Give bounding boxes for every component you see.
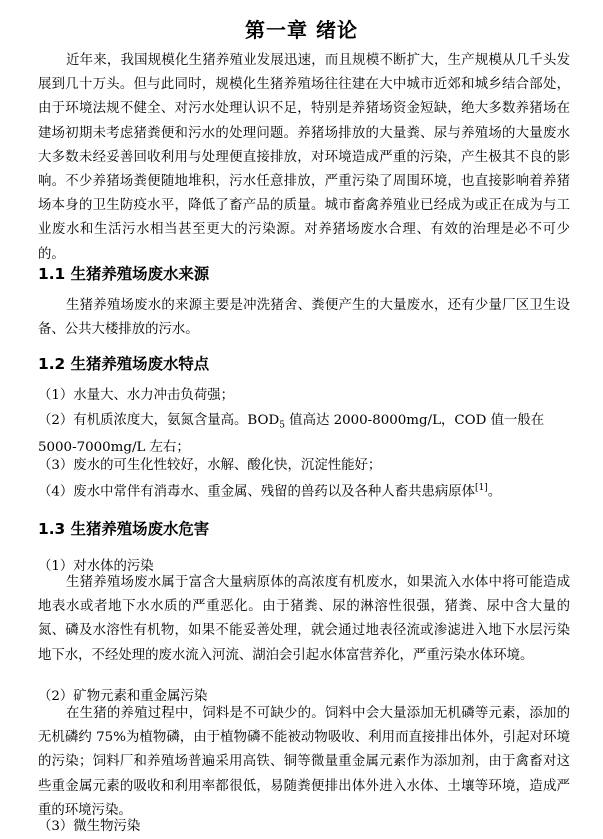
chapter-title: 第一章 绪论	[245, 18, 358, 42]
feature-item-2	[38, 410, 570, 459]
feature-item-3: （3）废水的可生化性较好，水解、酸化快，沉淀性能好；	[38, 458, 382, 473]
section-1-3-heading: 1.3 生猪养殖场废水危害	[38, 520, 210, 538]
subheading-microbial: （3）微生物污染	[38, 819, 141, 834]
heavy-metal-paragraph: 在生猪的养殖过程中，饲料是不可缺少的。饲料中会大量添加无机磷等元素，添加的无机磷约 75%为植物磷，由于植物磷不能被动物吸收、利用而直接排出体外，引起对环境的污染；饲料厂和养殖场普遍采用高铁、铜等微量重金属元素作为添加剂，由于禽畜对这些重金属元素的吸收和利用率都很低，易随粪便排出体外进入水体、土壤等环境，造成严重的环境污染。	[38, 706, 570, 818]
bod-subscript: 5	[279, 420, 285, 431]
intro-paragraph: 近年来，我国规模化生猪养殖业发展迅速，而且规模不断扩大，生产规模从几千头发展到几十万头。但与此同时，规模化生猪养殖场往往建在大中城市近郊和城乡结合部处，由于环境法规不健全、对污水处理认识不足，特别是养猪场资金短缺，绝大多数养猪场在建场初期未考虑猪粪便和污水的处理问题。养猪场排放的大量粪、尿与养殖场的大量废水大多数未经妥善回收利用与处理便直接排放，对环境造成严重的污染，产生极其不良的影响。不少养猪场粪便随地堆积，污水任意排放，严重污染了周围环境，也直接影响着养猪场本身的卫生防疫水平，降低了畜产品的质量。城市畜禽养殖业已经成为或正在成为与工业废水和生活污水相当甚至更大的污染源。对养猪场废水合理、有效的治理是必不可少的。	[38, 53, 570, 262]
feature-item-4	[38, 477, 570, 503]
water-pollution-paragraph: 生猪养殖场废水属于富含大量病原体的高浓度有机废水，如果流入水体中将可能造成地表水或者地下水水质的严重恶化。由于猪粪、尿的淋溶性很强，猪粪、尿中含大量的氮、磷及水溶性有机物，如果不能妥善处理，就会通过地表径流或渗滤进入地下水层污染地下水，不经处理的废水流入河流、湖泊会引起水体富营养化，严重污染水体环境。	[38, 575, 570, 663]
feature-item-1: （1）水量大、水力冲击负荷强；	[38, 388, 234, 403]
feature-item-4-end: 。	[487, 484, 502, 500]
subheading-water-pollution: （1）对水体的污染	[38, 559, 154, 574]
feature-item-2-text-a: （2）有机质浓度大，氨氮含量高。BOD	[38, 413, 280, 428]
section-1-1-text: 生猪养殖场废水的来源主要是冲洗猪舍、粪便产生的大量废水，还有少量厂区卫生设备、公共大楼排放的污水。	[38, 298, 570, 338]
feature-item-4-text: （4）废水中常伴有消毒水、重金属、残留的兽药以及各种人畜共患病原体	[38, 484, 476, 500]
section-1-1-heading: 1.1 生猪养殖场废水来源	[38, 265, 210, 283]
citation-ref: [1]	[475, 483, 488, 493]
feature-item-2-text-b: 值高达 2000-8000mg/L，COD 值一般在 5000-7000mg/L 左右；	[38, 413, 545, 455]
section-1-2-heading: 1.2 生猪养殖场废水特点	[38, 355, 210, 373]
subheading-heavy-metal: （2）矿物元素和重金属污染	[38, 689, 208, 704]
